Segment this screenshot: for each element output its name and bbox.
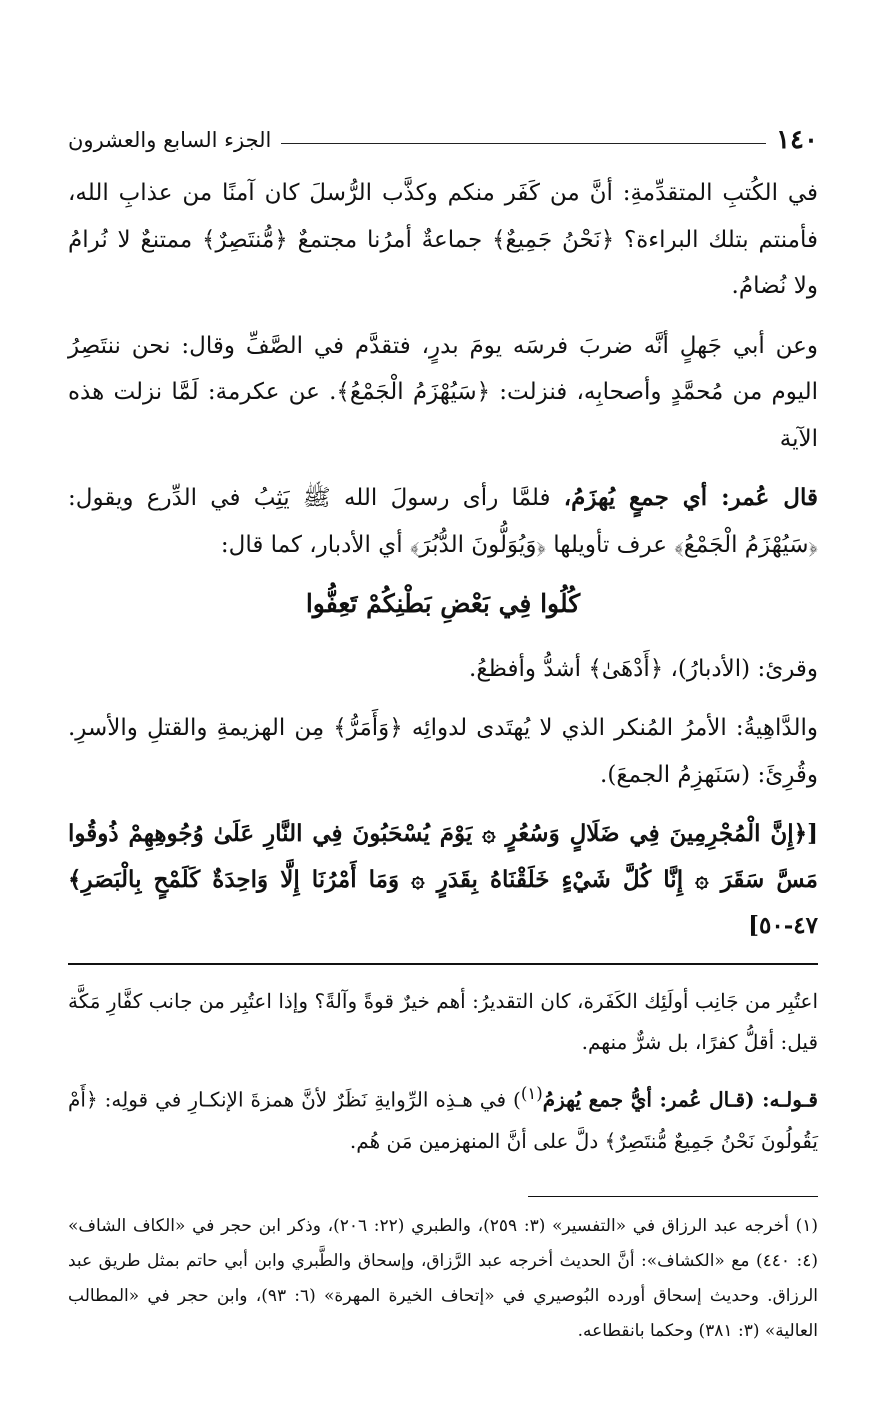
- footnotes: [68, 1209, 818, 1349]
- commentary-divider: [68, 963, 818, 965]
- poetry-verse: كُلُوا فِي بَعْضِ بَطْنِكُمْ تَعِفُّوا: [305, 589, 581, 618]
- main-text: [68, 170, 818, 949]
- paragraph-3-rest: فلمَّا رأى رسولَ الله ﷺ يَثِبُ في الدِّرع ويقول: ﴿سَيُهْزَمُ الْجَمْعُ﴾ عرف تأويلها ﴿وَيُوَلُّونَ الدُّبُرَ﴾ أي الأدبار، كما قال:: [68, 485, 818, 558]
- page-number: ١٤٠: [776, 125, 818, 155]
- book-page: [68, 118, 818, 1349]
- commentary-paragraph-2: [68, 1073, 818, 1162]
- footnote-divider: [528, 1196, 818, 1197]
- paragraph-2: وعن أبي جَهلٍ أنَّه ضربَ فرسَه يومَ بدرٍ، فتقدَّم في الصَّفِّ وقال: نحن ننتَصِرُ اليوم من مُحمَّدٍ وأصحابِه، فنزلت: ﴿سَيُهْزَمُ الْجَمْعُ﴾. عن عكرمة: لَمَّا نزلت هذه الآية: [68, 332, 818, 452]
- header-rule: [281, 143, 766, 144]
- commentary-2-rest: ) في هـذِه الرِّوايةِ نَظَرٌ لأنَّ همزةَ الإنكـارِ في قولِه: ﴿أَمْ يَقُولُونَ نَحْنُ جَمِيعٌ مُّنتَصِرٌ﴾ دلَّ على أنَّ المنهزمين مَن هُم.: [68, 1087, 818, 1153]
- quran-passage: [﴿إِنَّ الْمُجْرِمِينَ فِي ضَلَالٍ وَسُعُرٍ ۞ يَوْمَ يُسْحَبُونَ فِي النَّارِ عَلَىٰ وُجُوهِهِمْ ذُوقُوا مَسَّ سَقَرَ ۞ إِنَّا كُلَّ شَيْءٍ خَلَقْنَاهُ بِقَدَرٍ ۞ وَمَا أَمْرُنَا إِلَّا وَاحِدَةٌ كَلَمْحٍ بِالْبَصَرِ﴾ ٤٧-٥٠]: [68, 820, 818, 939]
- paragraph-5: والدَّاهِيةُ: الأمرُ المُنكر الذي لا يُهتَدى لدوائِه ﴿وَأَمَرُّ﴾ مِن الهزيمةِ والقتلِ والأسرِ. وقُرِئَ: (سَنَهزِمُ الجمعَ).: [68, 715, 818, 788]
- paragraph-1: في الكُتبِ المتقدِّمةِ: أنَّ من كَفَر منكم وكذَّب الرُّسلَ كان آمنًا من عذابِ الله، فأمنتم بتلك البراءة؟ ﴿نَحْنُ جَمِيعٌ﴾ جماعةٌ أمرُنا مجتمعٌ ﴿مُّنتَصِرٌ﴾ ممتنعٌ لا نُرامُ ولا نُضامُ.: [68, 180, 818, 299]
- paragraph-3-lead: قال عُمر: أي جمعٍ يُهزَمُ،: [563, 484, 818, 511]
- footnote-1: (١) أخرجه عبد الرزاق في «التفسير» (٣: ٢٥٩)، والطبري (٢٢: ٢٠٦)، وذكر ابن حجر في «الكاف الشاف» (٤: ٤٤٠) مع «الكشاف»: أنَّ الحديث أخرجه عبد الرَّزاق، وإسحاق والطَّبري وابن أبي حاتم بمثل طريق عبد الرزاق. وحديث إسحاق أورده البُوصيري في «إتحاف الخيرة المهرة» (٦: ٩٣)، وابن حجر في «المطالب العالية» (٣: ٣٨١) وحكما بانقطاعه.: [68, 1215, 818, 1341]
- running-title: الجزء السابع والعشرون: [68, 128, 272, 152]
- paragraph-3: [68, 475, 818, 568]
- footnote-reference: (١): [520, 1084, 543, 1103]
- commentary: [68, 981, 818, 1162]
- commentary-2-lead: قـولـه: (قـال عُمر: أيُّ جمع يُهزمُ: [542, 1087, 818, 1112]
- commentary-paragraph-1: اعتُبِر من جَانِب أولَئِك الكَفَرة، كان التقديرُ: أهم خيرٌ قوةً وآلةً؟ وإذا اعتُبِر من جانب كفَّارِ مَكَّة قيل: أقلُّ كفرًا، بل شرٌّ منهم.: [68, 989, 818, 1054]
- page-header: [68, 118, 818, 162]
- paragraph-4: وقرئ: (الأدبارُ)، ﴿أَدْهَىٰ﴾ أشدُّ وأفظعُ.: [469, 655, 818, 682]
